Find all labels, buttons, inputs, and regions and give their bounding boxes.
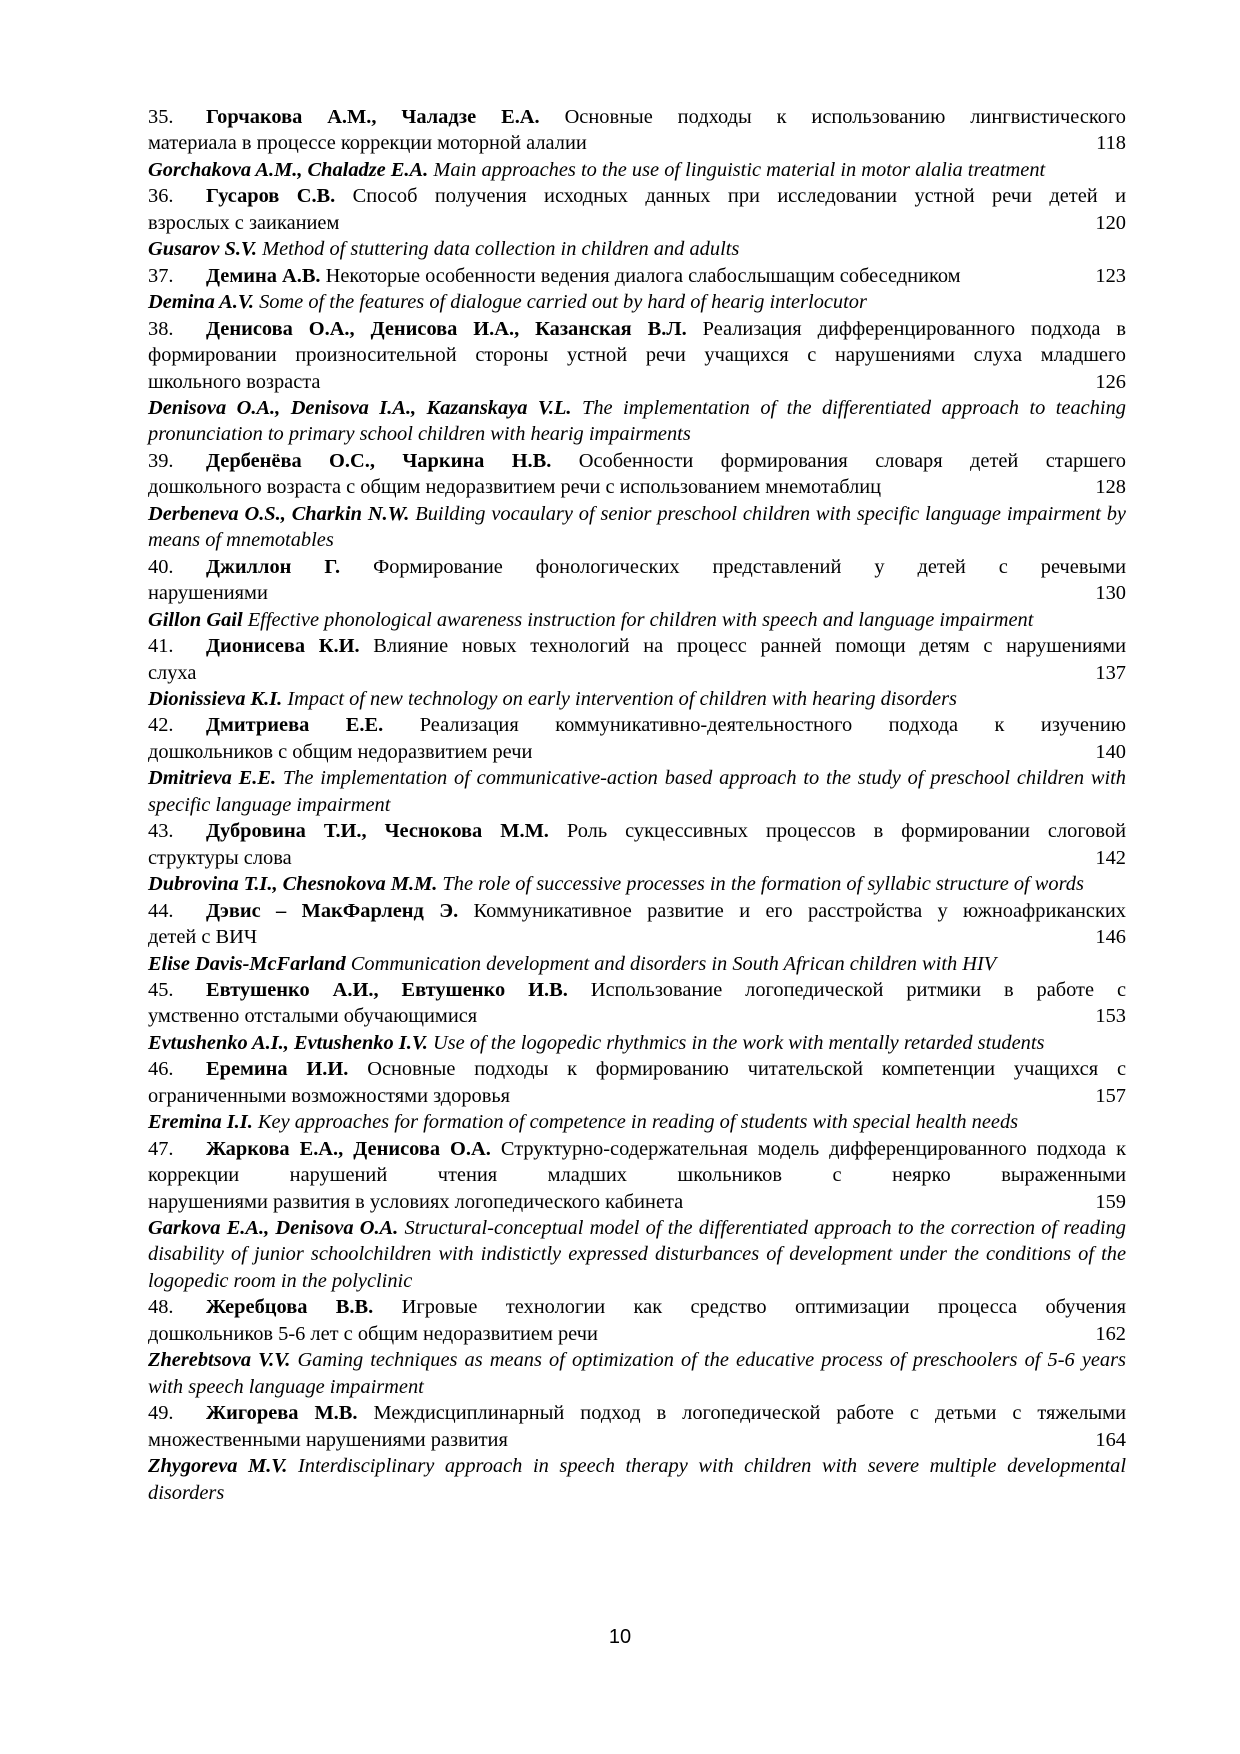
entry-ru[interactable]	[148, 263, 1126, 289]
entry-en-title: Impact of new technology on early intervention of children with hearing disorders	[287, 687, 957, 710]
entry-ru[interactable]	[148, 104, 1126, 157]
entry-ru[interactable]	[148, 818, 1126, 871]
entry-ru[interactable]	[148, 448, 1126, 501]
entry-en-authors: Derbeneva O.S., Charkin N.W.	[148, 502, 410, 525]
page-number: 10	[608, 1626, 632, 1648]
entry-number: 45.	[148, 978, 174, 1001]
entry-page: 159	[1095, 1190, 1126, 1213]
entry-number: 48.	[148, 1296, 174, 1319]
entry-title-lead: Формирование фонологических представлений у детей с речевыми	[373, 555, 1126, 578]
entry-ru[interactable]	[148, 1400, 1126, 1453]
entry-authors: Жаркова Е.А., Денисова О.А.	[206, 1137, 491, 1160]
entry-ru[interactable]	[148, 898, 1126, 951]
entry-en-authors: Demina A.V.	[148, 291, 254, 314]
entry-number: 46.	[148, 1058, 174, 1081]
entry-number: 49.	[148, 1402, 174, 1425]
entry-en-authors: Dionissieva K.I.	[148, 687, 283, 710]
entry-number: 41.	[148, 635, 174, 658]
entry-ru[interactable]	[148, 633, 1126, 686]
entry-title-lead: Влияние новых технологий на процесс ранней помощи детям с нарушениями	[373, 635, 1126, 658]
entry-en-authors: Eremina I.I.	[148, 1111, 253, 1134]
entry-title-lead: Реализация дифференцированного подхода в формировании произносительной стороны устной речи учащихся с нарушениями слуха младшего	[148, 317, 1126, 367]
entry-ru[interactable]	[148, 1136, 1126, 1215]
entry-en-title: Use of the logopedic rhythmics in the work with mentally retarded students	[433, 1031, 1045, 1054]
entry-en-authors: Denisova O.A., Denisova I.A., Kazanskaya V.L.	[148, 396, 572, 419]
entry-en[interactable]	[148, 1030, 1126, 1056]
entry-authors: Жеребцова В.В.	[206, 1296, 374, 1319]
entry-en-title: Gaming techniques as means of optimization of the educative process of preschoolers of 5-6 years with speech language impairment	[148, 1349, 1126, 1398]
entry-title-tail: структуры слова	[148, 846, 292, 869]
entry-title-lead: Междисциплинарный подход в логопедической работе с детьми с тяжелыми	[373, 1402, 1126, 1425]
entry-page: 128	[1095, 476, 1126, 499]
entry-en[interactable]	[148, 1215, 1126, 1294]
entry-title-tail: умственно отсталыми обучающимися	[148, 1005, 478, 1028]
entry-en-title: Communication development and disorders in South African children with HIV	[350, 952, 997, 975]
entry-en[interactable]	[148, 1453, 1126, 1506]
entry-en[interactable]	[148, 1347, 1126, 1400]
entry-en-authors: Elise Davis-McFarland	[148, 952, 346, 975]
entry-en-title: Interdisciplinary approach in speech therapy with children with severe multiple developmental disorders	[148, 1455, 1126, 1504]
entry-en-title: The implementation of communicative-action based approach to the study of preschool children with specific language impairment	[148, 767, 1126, 816]
entry-en[interactable]	[148, 871, 1126, 897]
entry-number: 36.	[148, 185, 174, 208]
entry-page: 164	[1095, 1428, 1126, 1451]
entry-en[interactable]	[148, 765, 1126, 818]
entry-title-lead: Коммуникативное развитие и его расстройства у южноафриканских	[473, 899, 1126, 922]
entry-page: 126	[1095, 370, 1126, 393]
entry-en-authors: Zherebtsova V.V.	[148, 1349, 291, 1372]
entry-title-lead: Основные подходы к формированию читательской компетенции учащихся с	[367, 1058, 1126, 1081]
entry-authors: Дмитриева Е.Е.	[206, 714, 384, 737]
entry-page: 118	[1096, 132, 1126, 155]
entry-page: 123	[1095, 264, 1126, 287]
entry-authors: Денисова О.А., Денисова И.А., Казанская В.Л.	[206, 317, 687, 340]
entry-authors: Жигорева М.В.	[206, 1402, 358, 1425]
entry-authors: Дубровина Т.И., Чеснокова М.М.	[206, 820, 549, 843]
entry-number: 39.	[148, 449, 174, 472]
entry-ru[interactable]	[148, 1056, 1126, 1109]
entry-number: 40.	[148, 555, 174, 578]
entry-ru[interactable]	[148, 977, 1126, 1030]
entry-page: 120	[1095, 211, 1126, 234]
entry-en-authors: Dubrovina T.I., Chesnokova M.M.	[148, 873, 438, 896]
contents-list	[148, 104, 1126, 1506]
entry-en-authors: Zhygoreva M.V.	[148, 1455, 288, 1478]
entry-title-tail: нарушениями развития в условиях логопедического кабинета	[148, 1190, 684, 1213]
entry-number: 35.	[148, 106, 174, 128]
entry-en-authors: Dmitrieva E.E.	[148, 767, 277, 790]
entry-title-tail: ограниченными возможностями здоровья	[148, 1084, 511, 1107]
entry-title-lead: Способ получения исходных данных при исследовании устной речи детей и	[352, 185, 1126, 208]
entry-number: 37.	[148, 264, 174, 287]
entry-title-tail: Некоторые особенности ведения диалога слабослышащим собеседником	[325, 264, 961, 287]
entry-en[interactable]	[148, 236, 1126, 262]
entry-page: 137	[1095, 661, 1126, 684]
entry-en-authors: Gusarov S.V.	[148, 238, 257, 261]
entry-page: 140	[1095, 740, 1126, 763]
entry-en[interactable]	[148, 951, 1126, 977]
entry-ru[interactable]	[148, 183, 1126, 236]
entry-title-tail: дошкольников 5-6 лет с общим недоразвитием речи	[148, 1322, 598, 1345]
entry-title-tail: материала в процессе коррекции моторной алалии	[148, 132, 587, 155]
entry-en-title: Effective phonological awareness instruction for children with speech and language impairment	[247, 608, 1034, 631]
entry-en-title: Structural-conceptual model of the differentiated approach to the correction of reading disability of junior schoolchildren with indistictly expressed disturbances of development under the conditions of the logopedic room in the polyclinic	[148, 1217, 1126, 1292]
entry-en[interactable]	[148, 686, 1126, 712]
entry-ru[interactable]	[148, 1294, 1126, 1347]
entry-number: 44.	[148, 899, 174, 922]
entry-en[interactable]	[148, 157, 1126, 183]
entry-page: 146	[1095, 926, 1126, 949]
entry-number: 43.	[148, 820, 174, 843]
entry-page: 157	[1095, 1084, 1126, 1107]
entry-title-lead: Использование логопедической ритмики в работе с	[590, 978, 1126, 1001]
entry-title-lead: Реализация коммуникативно-деятельностного подхода к изучению	[419, 714, 1127, 737]
entry-en[interactable]	[148, 501, 1126, 554]
entry-authors: Евтушенко А.И., Евтушенко И.В.	[206, 978, 568, 1001]
entry-title-tail: дошкольного возраста с общим недоразвитием речи с использованием мнемотаблиц	[148, 476, 882, 499]
entry-en-authors: Evtushenko A.I., Evtushenko I.V.	[148, 1031, 428, 1054]
entry-title-tail: слуха	[148, 661, 197, 684]
entry-number: 47.	[148, 1137, 174, 1160]
entry-title-lead: Особенности формирования словаря детей старшего	[578, 449, 1126, 472]
entry-authors: Гусаров С.В.	[206, 185, 336, 208]
entry-en-title: Building vocaulary of senior preschool children with specific language impairment by means of mnemotables	[148, 502, 1126, 552]
entry-page: 142	[1095, 846, 1126, 869]
entry-number: 42.	[148, 714, 174, 737]
entry-ru[interactable]	[148, 554, 1126, 607]
entry-authors: Горчакова А.М., Чаладзе Е.А.	[206, 106, 540, 128]
entry-en-title: The implementation of the differentiated approach to teaching pronunciation to primary school children with hearig impairments	[148, 396, 1126, 446]
entry-authors: Дэвис – МакФарленд Э.	[206, 899, 459, 922]
entry-en-title: Method of stuttering data collection in children and adults	[262, 238, 740, 261]
entry-ru[interactable]	[148, 316, 1126, 395]
entry-title-tail: взрослых с заиканием	[148, 211, 340, 234]
entry-en-title: The role of successive processes in the formation of syllabic structure of words	[442, 873, 1084, 896]
entry-en[interactable]	[148, 289, 1126, 315]
entry-authors: Джиллон Г.	[206, 555, 341, 578]
entry-en-authors: Garkova E.A., Denisova O.A.	[148, 1217, 399, 1240]
entry-en-title: Key approaches for formation of competence in reading of students with special health needs	[257, 1111, 1019, 1134]
entry-number: 38.	[148, 317, 174, 340]
entry-en[interactable]	[148, 395, 1126, 448]
entry-ru[interactable]	[148, 712, 1126, 765]
entry-page: 130	[1095, 582, 1126, 605]
entry-en-authors: Gillon Gail	[148, 608, 243, 631]
entry-page: 162	[1095, 1322, 1126, 1345]
entry-title-tail: множественными нарушениями развития	[148, 1428, 508, 1451]
entry-page: 153	[1095, 1005, 1126, 1028]
entry-authors: Еремина И.И.	[206, 1058, 349, 1081]
entry-authors: Дербенёва О.С., Чаркина Н.В.	[206, 449, 552, 472]
entry-title-tail: нарушениями	[148, 582, 268, 605]
entry-title-tail: детей с ВИЧ	[148, 926, 258, 949]
entry-authors: Дионисева К.И.	[206, 635, 360, 658]
entry-en-title: Main approaches to the use of linguistic material in motor alalia treatment	[433, 158, 1046, 181]
entry-en[interactable]	[148, 1109, 1126, 1135]
entry-title-lead: Роль сукцессивных процессов в формировании слоговой	[566, 820, 1126, 843]
entry-en-title: Some of the features of dialogue carried out by hard of hearig interlocutor	[259, 291, 867, 314]
entry-title-tail: школьного возраста	[148, 370, 321, 393]
entry-en-authors: Gorchakova A.M., Chaladze E.A.	[148, 158, 429, 181]
entry-authors: Демина А.В.	[206, 264, 321, 287]
entry-en[interactable]	[148, 607, 1126, 633]
entry-title-tail: дошкольников с общим недоразвитием речи	[148, 740, 533, 763]
entry-title-lead: Структурно-содержательная модель дифференцированного подхода к коррекции нарушений чтения младших школьников с неярко выраженными	[148, 1137, 1126, 1187]
entry-title-lead: Основные подходы к использованию лингвистического	[564, 106, 1126, 128]
entry-title-lead: Игровые технологии как средство оптимизации процесса обучения	[401, 1296, 1126, 1319]
